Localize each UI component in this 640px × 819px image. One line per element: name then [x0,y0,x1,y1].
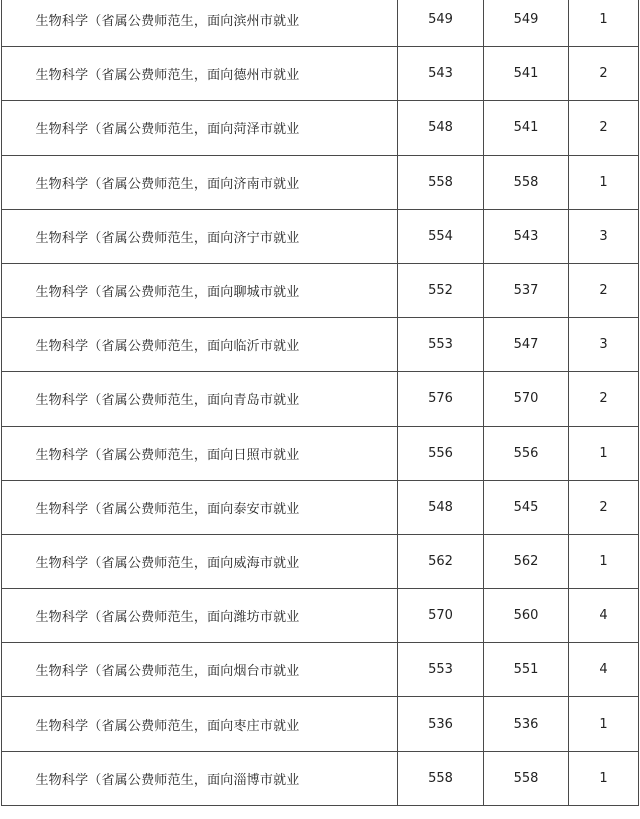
min-score-cell: 541 [484,47,569,101]
table-row [2,0,639,47]
max-score-cell: 570 [398,589,484,643]
max-score-cell: 548 [398,101,484,155]
table-row [2,751,639,805]
major-cell: 生物科学（省属公费师范生，面向淄博市就业 [2,751,398,805]
min-score-cell: 545 [484,480,569,534]
max-score-cell: 558 [398,155,484,209]
count-cell: 1 [569,534,639,588]
count-cell: 4 [569,589,639,643]
table-row [2,534,639,588]
max-score-cell: 543 [398,47,484,101]
major-cell: 生物科学（省属公费师范生，面向临沂市就业 [2,318,398,372]
max-score-cell: 554 [398,209,484,263]
count-cell: 2 [569,372,639,426]
max-score-cell: 536 [398,697,484,751]
count-cell: 1 [569,0,639,47]
major-cell: 生物科学（省属公费师范生，面向滨州市就业 [2,0,398,47]
max-score-cell: 556 [398,426,484,480]
count-cell: 4 [569,643,639,697]
count-cell: 2 [569,263,639,317]
major-cell: 生物科学（省属公费师范生，面向德州市就业 [2,47,398,101]
table-row [2,589,639,643]
major-cell: 生物科学（省属公费师范生，面向潍坊市就业 [2,589,398,643]
min-score-cell: 558 [484,751,569,805]
max-score-cell: 562 [398,534,484,588]
count-cell: 2 [569,47,639,101]
major-cell: 生物科学（省属公费师范生，面向聊城市就业 [2,263,398,317]
major-cell: 生物科学（省属公费师范生，面向泰安市就业 [2,480,398,534]
min-score-cell: 560 [484,589,569,643]
count-cell: 1 [569,751,639,805]
min-score-cell: 549 [484,0,569,47]
min-score-cell: 541 [484,101,569,155]
max-score-cell: 552 [398,263,484,317]
table-row [2,480,639,534]
major-cell: 生物科学（省属公费师范生，面向烟台市就业 [2,643,398,697]
max-score-cell: 549 [398,0,484,47]
table-row [2,643,639,697]
table-row [2,101,639,155]
max-score-cell: 548 [398,480,484,534]
major-cell: 生物科学（省属公费师范生，面向日照市就业 [2,426,398,480]
table-row [2,318,639,372]
max-score-cell: 576 [398,372,484,426]
min-score-cell: 536 [484,697,569,751]
min-score-cell: 556 [484,426,569,480]
min-score-cell: 547 [484,318,569,372]
count-cell: 2 [569,101,639,155]
max-score-cell: 558 [398,751,484,805]
major-cell: 生物科学（省属公费师范生，面向菏泽市就业 [2,101,398,155]
table-row [2,372,639,426]
table-body [2,0,639,805]
major-cell: 生物科学（省属公费师范生，面向枣庄市就业 [2,697,398,751]
min-score-cell: 570 [484,372,569,426]
table-row [2,263,639,317]
min-score-cell: 558 [484,155,569,209]
count-cell: 2 [569,480,639,534]
admission-score-table [1,0,639,806]
table-row [2,47,639,101]
major-cell: 生物科学（省属公费师范生，面向济南市就业 [2,155,398,209]
min-score-cell: 537 [484,263,569,317]
count-cell: 1 [569,697,639,751]
min-score-cell: 551 [484,643,569,697]
max-score-cell: 553 [398,643,484,697]
min-score-cell: 543 [484,209,569,263]
major-cell: 生物科学（省属公费师范生，面向威海市就业 [2,534,398,588]
count-cell: 3 [569,318,639,372]
table-row [2,209,639,263]
count-cell: 1 [569,155,639,209]
table-row [2,155,639,209]
min-score-cell: 562 [484,534,569,588]
count-cell: 3 [569,209,639,263]
major-cell: 生物科学（省属公费师范生，面向济宁市就业 [2,209,398,263]
count-cell: 1 [569,426,639,480]
table-row [2,426,639,480]
table-row [2,697,639,751]
max-score-cell: 553 [398,318,484,372]
major-cell: 生物科学（省属公费师范生，面向青岛市就业 [2,372,398,426]
